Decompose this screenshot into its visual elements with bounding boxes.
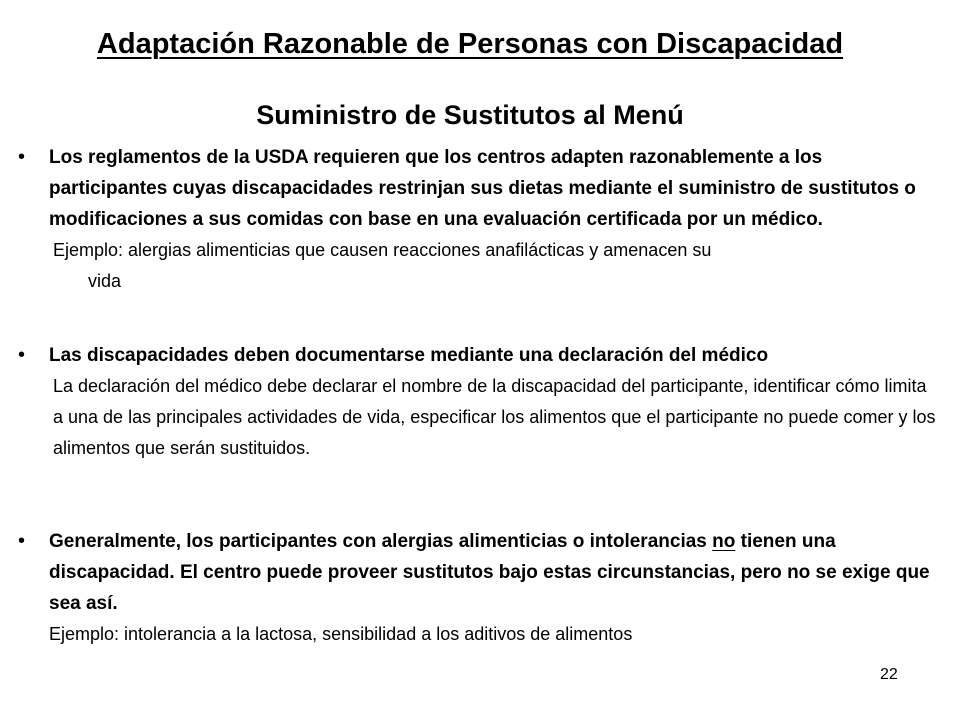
bullet-marker: • (18, 530, 26, 552)
bullet-marker: • (18, 146, 26, 168)
bullet-item-3 (16, 526, 936, 650)
bullet-text: Las discapacidades deben documentarse mediante una declaración del médico (49, 345, 769, 366)
example-line-2: vida (88, 271, 122, 291)
example-text: La declaración del médico debe declarar el nombre de la discapacidad del participante, identificar cómo limita a una de las principales actividades de vida, especificar los alimentos que el participante no puede comer y los alimentos que serán sustituidos. (53, 376, 936, 458)
bullet-marker: • (18, 344, 26, 366)
bullet-item-2 (16, 340, 936, 464)
example-line-1: Ejemplo: alergias alimenticias que causen reacciones anafilácticas y amenacen su (53, 240, 712, 260)
bullet-text: Los reglamentos de la USDA requieren que los centros adapten razonablemente a los participantes cuyas discapacidades restrinjan sus dietas mediante el suministro de sustitutos o modificaciones a sus comidas con base en una evaluación certificada por un médico. (49, 147, 916, 230)
bullet-text-part: tienen una discapacidad. El centro puede proveer sustitutos bajo estas circunstancias, pero no se exige que sea así. (49, 531, 930, 614)
bullet-text-part: Generalmente, los participantes con alergias alimenticias o intolerancias (49, 531, 713, 552)
page-number: 22 (880, 666, 898, 683)
slide-title: Adaptación Razonable de Personas con Discapacidad (96, 28, 844, 60)
underlined-word: no (712, 531, 736, 552)
slide-subtitle: Suministro de Sustitutos al Menú (256, 100, 684, 130)
bullet-item-1 (16, 142, 936, 297)
example-text (53, 235, 936, 297)
example-text: Ejemplo: intolerancia a la lactosa, sensibilidad a los aditivos de alimentos (49, 624, 633, 644)
bullet-text (49, 526, 936, 619)
